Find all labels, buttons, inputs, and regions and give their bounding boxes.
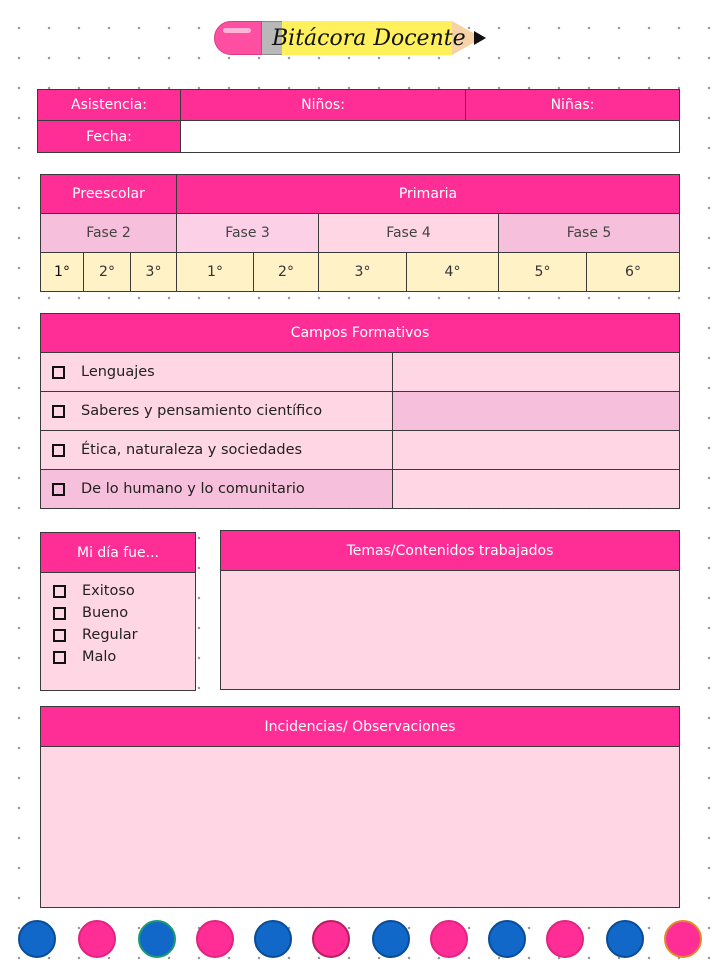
incidencias-header: Incidencias/ Observaciones	[41, 707, 679, 747]
checkbox-icon[interactable]	[52, 366, 65, 379]
grade-cell[interactable]: 1°	[177, 253, 254, 291]
campo-text: De lo humano y lo comunitario	[81, 481, 305, 497]
grade-cell[interactable]: 5°	[499, 253, 587, 291]
preescolar-header: Preescolar	[41, 175, 177, 214]
phase-cell: Fase 5	[499, 214, 679, 253]
campo-text: Saberes y pensamiento científico	[81, 403, 323, 419]
pencil-lead-icon	[474, 31, 486, 45]
option-label: Exitoso	[82, 583, 135, 599]
grade-cell[interactable]: 2°	[254, 253, 319, 291]
checkbox-icon[interactable]	[53, 585, 66, 598]
campo-notes[interactable]	[393, 470, 679, 508]
list-item	[41, 430, 679, 469]
checkbox-icon[interactable]	[53, 651, 66, 664]
mi-dia-options	[53, 580, 138, 668]
campo-notes[interactable]	[393, 353, 679, 391]
fecha-field[interactable]	[181, 121, 679, 152]
phase-cell: Fase 3	[177, 214, 319, 253]
campo-label	[41, 470, 393, 508]
binder-ring-icon	[488, 920, 526, 958]
option-label: Bueno	[82, 605, 129, 621]
asistencia-label: Asistencia:	[38, 90, 181, 121]
fecha-label: Fecha:	[38, 121, 181, 152]
checkbox-icon[interactable]	[52, 405, 65, 418]
ninas-label[interactable]: Niñas:	[466, 90, 679, 121]
primaria-header: Primaria	[177, 175, 679, 214]
grade-cell[interactable]: 2°	[84, 253, 131, 291]
campo-label	[41, 392, 393, 430]
option-label: Malo	[82, 649, 117, 665]
grade-cell[interactable]: 3°	[319, 253, 407, 291]
list-item	[53, 580, 138, 602]
campo-notes[interactable]	[393, 431, 679, 469]
campo-label	[41, 431, 393, 469]
grades-table	[40, 174, 680, 292]
page-title: Bitácora Docente	[272, 26, 466, 51]
grade-cell[interactable]: 4°	[407, 253, 499, 291]
binder-ring-icon	[546, 920, 584, 958]
checkbox-icon[interactable]	[53, 607, 66, 620]
phase-cell: Fase 2	[41, 214, 177, 253]
checkbox-icon[interactable]	[52, 483, 65, 496]
pencil-eraser-icon	[214, 21, 262, 55]
grade-cell[interactable]: 1°	[41, 253, 84, 291]
binder-ring-icon	[664, 920, 702, 958]
incidencias-field[interactable]	[41, 747, 679, 907]
binder-ring-icon	[312, 920, 350, 958]
option-label: Regular	[82, 627, 138, 643]
checkbox-icon[interactable]	[52, 444, 65, 457]
campos-header: Campos Formativos	[41, 314, 679, 352]
list-item	[53, 646, 138, 668]
list-item	[53, 624, 138, 646]
list-item	[41, 352, 679, 391]
list-item	[41, 469, 679, 508]
title-pencil-banner	[212, 16, 494, 60]
campos-formativos-table	[40, 313, 680, 509]
campo-label	[41, 353, 393, 391]
binder-ring-icon	[254, 920, 292, 958]
mi-dia-box	[40, 532, 196, 691]
mi-dia-header: Mi día fue...	[41, 533, 195, 573]
ninos-label[interactable]: Niños:	[181, 90, 466, 121]
binder-ring-icon	[430, 920, 468, 958]
list-item	[41, 391, 679, 430]
phase-cell: Fase 4	[319, 214, 499, 253]
binder-ring-icon	[196, 920, 234, 958]
temas-box	[220, 530, 680, 690]
attendance-table	[37, 89, 680, 153]
temas-header: Temas/Contenidos trabajados	[221, 531, 679, 571]
binder-ring-icon	[372, 920, 410, 958]
checkbox-icon[interactable]	[53, 629, 66, 642]
incidencias-box	[40, 706, 680, 908]
grade-cell[interactable]: 3°	[131, 253, 177, 291]
binder-ring-icon	[138, 920, 176, 958]
temas-field[interactable]	[221, 571, 679, 689]
campo-text: Lenguajes	[81, 364, 155, 380]
binder-ring-icon	[78, 920, 116, 958]
binder-ring-icon	[18, 920, 56, 958]
list-item	[53, 602, 138, 624]
campo-text: Ética, naturaleza y sociedades	[81, 442, 303, 458]
grade-cell[interactable]: 6°	[587, 253, 679, 291]
campo-notes[interactable]	[393, 392, 679, 430]
binder-ring-icon	[606, 920, 644, 958]
